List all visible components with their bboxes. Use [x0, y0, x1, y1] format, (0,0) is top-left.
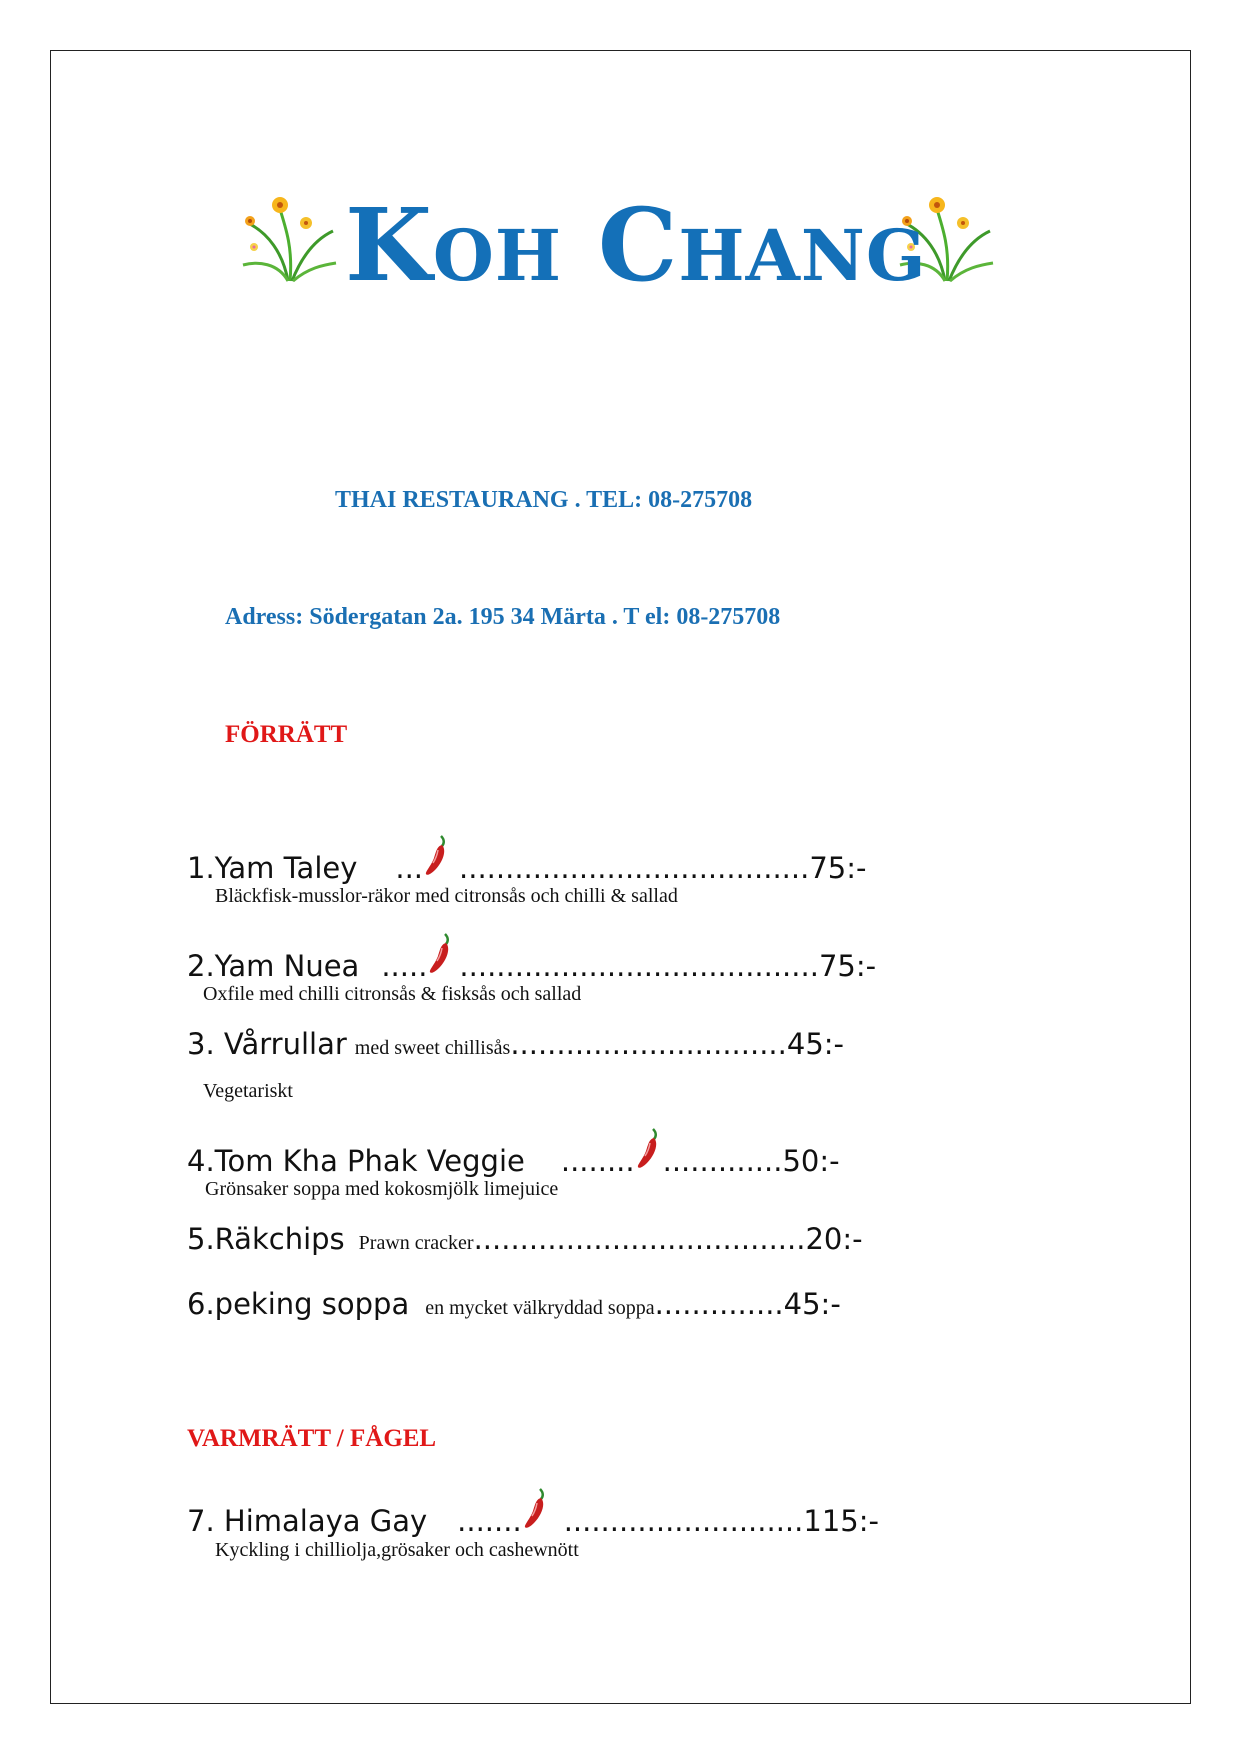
- item-note: Prawn cracker: [358, 1232, 474, 1254]
- section-heading-mains: VARMRÄTT / FÅGEL: [187, 1425, 437, 1452]
- item-dots: .....: [381, 949, 428, 983]
- item-description: Vegetariskt: [203, 1080, 293, 1102]
- item-dots: ......................................: [459, 851, 810, 885]
- menu-item: [187, 1222, 863, 1260]
- item-name: 3. Vårrullar: [187, 1027, 347, 1061]
- menu-item: [187, 930, 876, 983]
- menu-item: [187, 1485, 879, 1538]
- item-name: 5.Räkchips: [187, 1222, 345, 1256]
- item-price: 45:-: [783, 1287, 841, 1321]
- item-dots: ..............: [654, 1287, 784, 1321]
- item-description: Kyckling i chilliolja,grösaker och cashewnött: [215, 1539, 579, 1561]
- item-price: 45:-: [786, 1027, 845, 1061]
- address: Adress: Södergatan 2a. 195 34 Märta . T el: 08-275708: [225, 604, 781, 630]
- item-name: 7. Himalaya Gay: [187, 1504, 428, 1538]
- item-dots: ..........................: [563, 1504, 804, 1538]
- menu-item: [187, 1287, 841, 1325]
- item-description: Bläckfisk-musslor-räkor med citronsås och chilli & sallad: [215, 885, 678, 907]
- flower-decoration-icon: [238, 193, 338, 283]
- item-dots: .......................................: [459, 949, 819, 983]
- item-note: en mycket välkryddad soppa: [425, 1297, 655, 1319]
- menu-item: [187, 832, 866, 885]
- menu-item: [187, 1125, 840, 1178]
- item-dots: .......: [457, 1504, 522, 1538]
- item-dots: ..............................: [510, 1027, 787, 1061]
- chili-pepper-icon: [427, 930, 455, 976]
- item-price: 20:-: [805, 1222, 863, 1256]
- item-dots: .............: [662, 1144, 783, 1178]
- section-heading-starters: FÖRRÄTT: [225, 721, 348, 748]
- item-dots: ...: [395, 851, 424, 885]
- chili-pepper-icon: [635, 1125, 663, 1171]
- item-price: 115:-: [803, 1504, 879, 1538]
- item-price: 75:-: [809, 851, 867, 885]
- chili-pepper-icon: [423, 832, 451, 878]
- item-name: 4.Tom Kha Phak Veggie: [187, 1144, 525, 1178]
- item-description: Grönsaker soppa med kokosmjölk limejuice: [205, 1178, 559, 1200]
- item-name: 1.Yam Taley: [187, 851, 358, 885]
- item-price: 75:-: [818, 949, 877, 983]
- item-name: 6.peking soppa: [187, 1287, 410, 1321]
- menu-item: [187, 1027, 844, 1065]
- item-dots: ........: [560, 1144, 635, 1178]
- chili-pepper-icon: [522, 1485, 550, 1531]
- item-name: 2.Yam Nuea: [187, 949, 360, 983]
- tagline: THAI RESTAURANG . TEL: 08-275708: [335, 487, 753, 513]
- item-price: 50:-: [782, 1144, 840, 1178]
- restaurant-title: Koh Chang: [345, 186, 927, 304]
- item-note: med sweet chillisås: [354, 1037, 511, 1059]
- item-description: Oxfile med chilli citronsås & fisksås och sallad: [203, 983, 582, 1005]
- item-dots: ....................................: [473, 1222, 806, 1256]
